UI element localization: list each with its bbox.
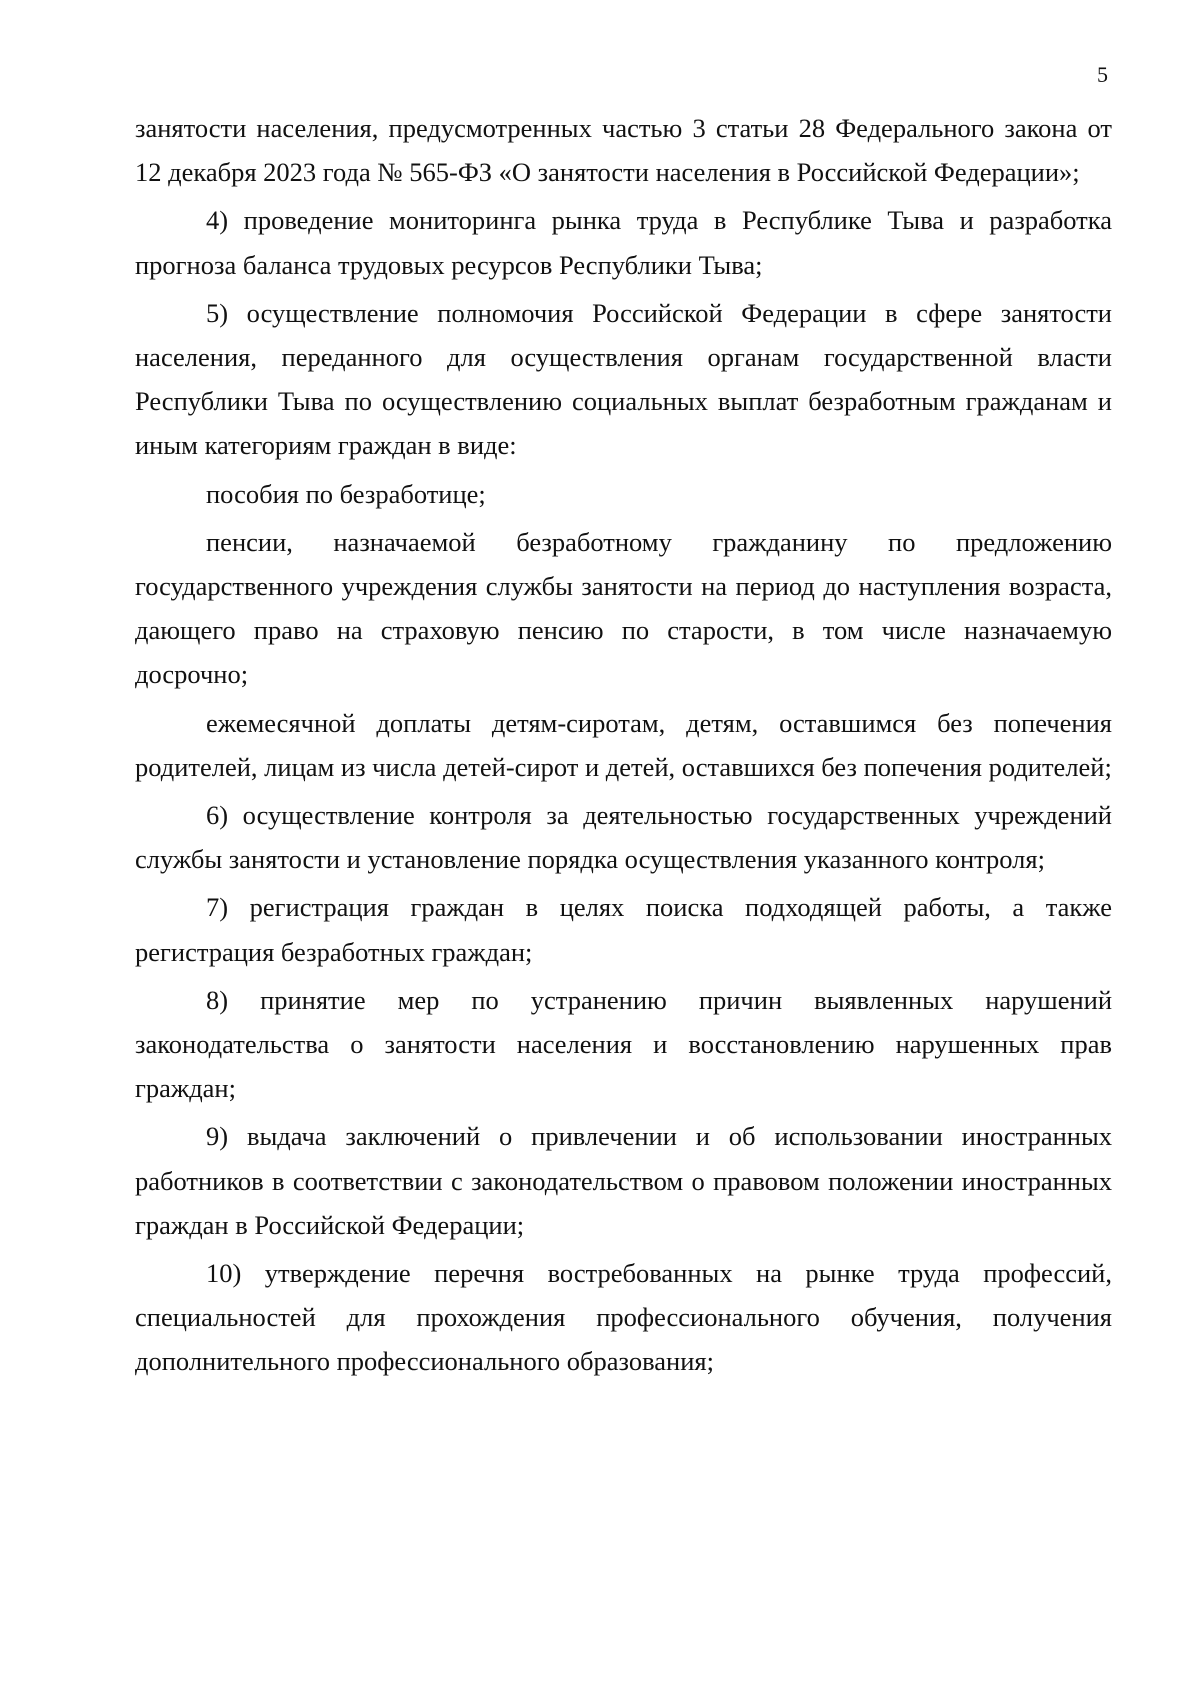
paragraph-item-9: 9) выдача заключений о привлечении и об использовании иностранных работников в соответствии с законодательством о правовом положении иностранных граждан в Российской Федерации; <box>135 1121 1112 1240</box>
page-number: 5 <box>1097 62 1108 87</box>
paragraph-item-7: 7) регистрация граждан в целях поиска подходящей работы, а также регистрация безработных граждан; <box>135 892 1112 967</box>
paragraph-monthly-supplement: ежемесячной доплаты детям-сиротам, детям, оставшимся без попечения родителей, лицам из числа детей-сирот и детей, оставшихся без попечения родителей; <box>135 707 1112 782</box>
paragraph-item-10: 10) утверждение перечня востребованных на рынке труда профессий, специальностей для прохождения профессионального обучения, получения дополнительного профессионального образования; <box>135 1258 1112 1377</box>
document-body <box>135 106 1112 1384</box>
paragraph-item-8: 8) принятие мер по устранению причин выявленных нарушений законодательства о занятости населения и восстановлению нарушенных прав граждан; <box>135 984 1112 1104</box>
paragraph-item-6: 6) осуществление контроля за деятельностью государственных учреждений службы занятости и установление порядка осуществления указанного контроля; <box>135 800 1112 875</box>
paragraph-item-4: 4) проведение мониторинга рынка труда в Республике Тыва и разработка прогноза баланса трудовых ресурсов Республики Тыва; <box>135 205 1112 280</box>
paragraph-unemployment-benefit: пособия по безработице; <box>206 478 486 509</box>
paragraph-pension: пенсии, назначаемой безработному гражданину по предложению государственного учреждения службы занятости на период до наступления возраста, дающего право на страховую пенсию по старости, в том числе назначаемую досрочно; <box>135 526 1112 690</box>
paragraph-item-5: 5) осуществление полномочия Российской Федерации в сфере занятости населения, переданного для осуществления органам государственной власти Республики Тыва по осуществлению социальных выплат безработным гражданам и иным категориям граждан в виде: <box>135 297 1112 461</box>
paragraph-continuation: занятости населения, предусмотренных частью 3 статьи 28 Федерального закона от 12 декабря 2023 года № 565-ФЗ «О занятости населения в Российской Федерации»; <box>135 113 1112 188</box>
